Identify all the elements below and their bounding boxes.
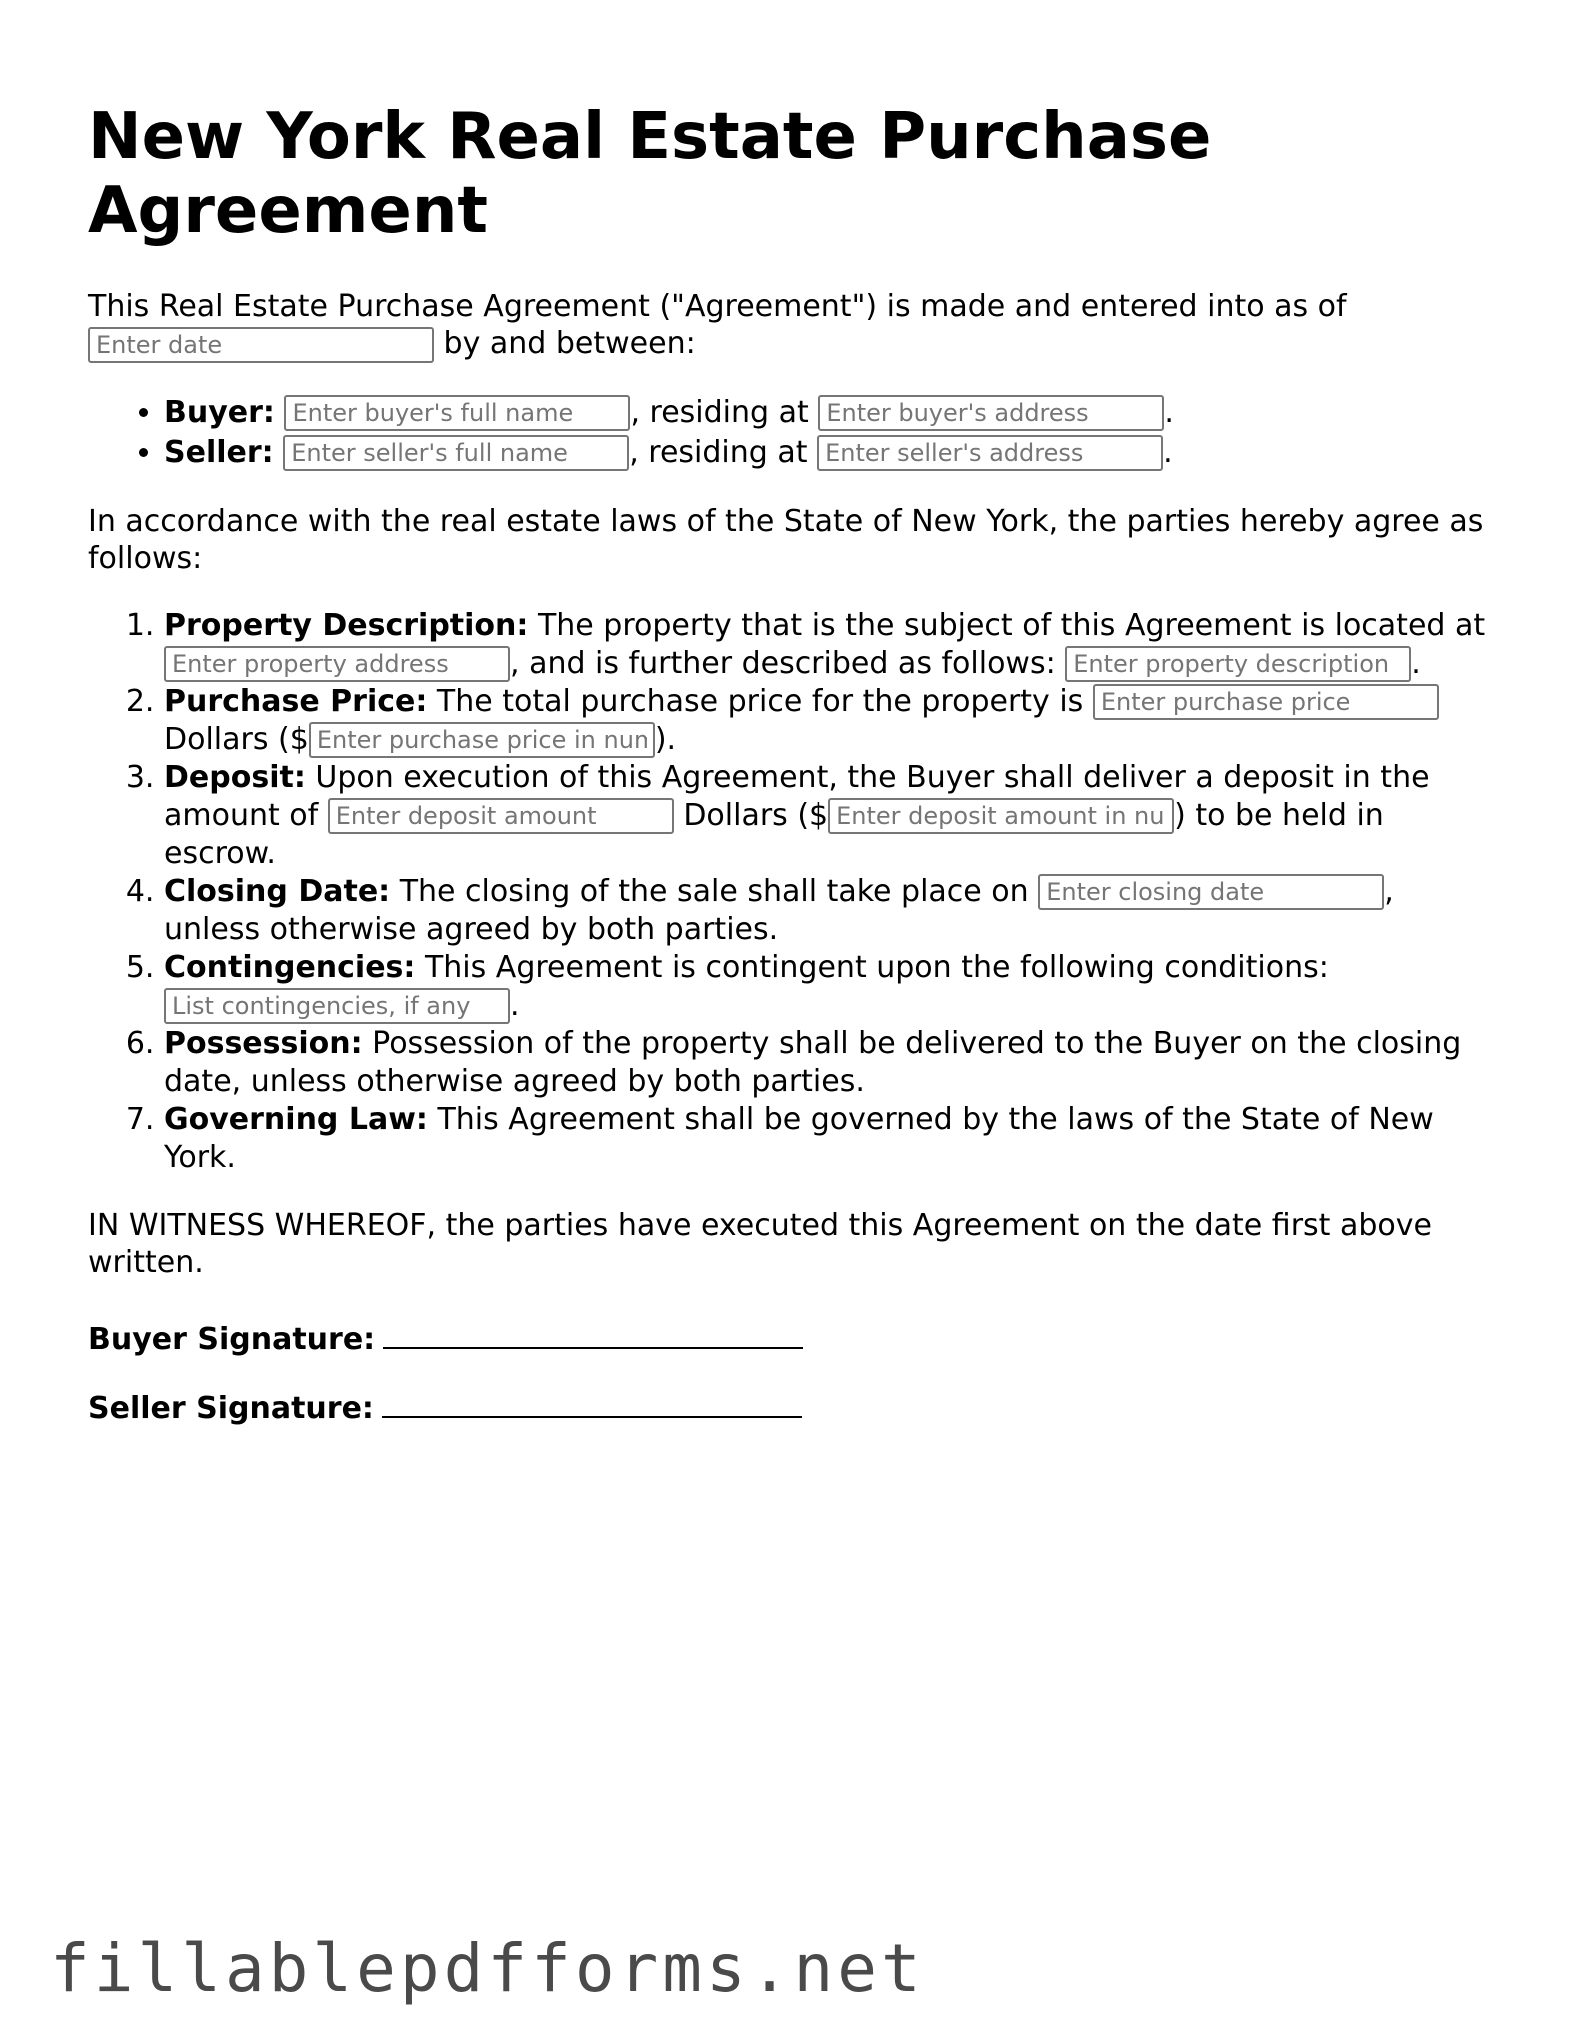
term-property-heading: Property Description:: [164, 607, 529, 643]
intro-paragraph: [88, 288, 1498, 363]
term-price-heading: Purchase Price:: [164, 683, 428, 719]
term-deposit-heading: Deposit:: [164, 759, 306, 795]
seller-label: Seller:: [164, 434, 274, 470]
term-closing-heading: Closing Date:: [164, 873, 391, 909]
term-property-text2: , and is further described as follows:: [510, 645, 1056, 681]
terms-list: [88, 607, 1498, 1177]
witness-paragraph: IN WITNESS WHEREOF, the parties have executed this Agreement on the date first above written.: [88, 1207, 1432, 1280]
buyer-signature-line[interactable]: [383, 1319, 803, 1349]
property-description-input[interactable]: [1065, 646, 1411, 682]
parties-list: [88, 393, 1498, 473]
seller-end: .: [1163, 434, 1173, 470]
agreement-date-input[interactable]: [88, 327, 434, 363]
buyer-address-input[interactable]: [818, 395, 1164, 431]
buyer-residing-text: , residing at: [630, 394, 809, 430]
term-contingencies-text: This Agreement is contingent upon the following conditions:: [424, 949, 1329, 985]
term-law-text: This Agreement shall be governed by the laws of the State of New York.: [164, 1101, 1434, 1175]
buyer-name-input[interactable]: [284, 395, 630, 431]
deposit-amount-number-input[interactable]: [828, 798, 1174, 834]
term-closing: [164, 873, 1498, 949]
term-governing-law: [164, 1101, 1498, 1177]
term-closing-text2: , unless otherwise agreed by both parties.: [164, 873, 1394, 947]
term-contingencies-heading: Contingencies:: [164, 949, 416, 985]
term-closing-text: The closing of the sale shall take place on: [399, 873, 1029, 909]
buyer-signature-label: Buyer Signature:: [88, 1321, 376, 1357]
term-possession-text: Possession of the property shall be delivered to the Buyer on the closing date, unless otherwise agreed by both parties.: [164, 1025, 1462, 1099]
term-price-text2: Dollars ($: [164, 721, 309, 757]
term-law-heading: Governing Law:: [164, 1101, 428, 1137]
contingencies-input[interactable]: [164, 988, 510, 1024]
buyer-label: Buyer:: [164, 394, 275, 430]
document-page: [88, 100, 1498, 1457]
term-possession: [164, 1025, 1498, 1101]
term-price-text: The total purchase price for the property is: [436, 683, 1084, 719]
term-contingencies-end: .: [510, 987, 520, 1023]
term-property-end: .: [1411, 645, 1421, 681]
seller-name-input[interactable]: [283, 435, 629, 471]
buyer-end: .: [1164, 394, 1174, 430]
seller-address-input[interactable]: [817, 435, 1163, 471]
property-address-input[interactable]: [164, 646, 510, 682]
closing-date-input[interactable]: [1038, 874, 1384, 910]
term-property: [164, 607, 1498, 683]
page-title: New York Real Estate Purchase Agreement: [88, 100, 1212, 248]
intro-text-after: by and between:: [443, 326, 696, 361]
seller-signature-line[interactable]: [382, 1388, 802, 1418]
buyer-signature-block: [88, 1319, 1498, 1358]
term-price-end: ).: [654, 721, 677, 757]
term-deposit: [164, 759, 1498, 873]
term-possession-heading: Possession:: [164, 1025, 363, 1061]
purchase-price-number-input[interactable]: [309, 722, 655, 758]
deposit-amount-input[interactable]: [328, 798, 674, 834]
agree-paragraph: In accordance with the real estate laws of the State of New York, the parties hereby agree as follows:: [88, 503, 1484, 576]
seller-signature-block: [88, 1388, 1498, 1427]
term-contingencies: [164, 949, 1498, 1025]
term-price: [164, 683, 1498, 759]
term-property-text: The property that is the subject of this Agreement is located at: [537, 607, 1486, 643]
buyer-item: [164, 393, 1498, 433]
seller-residing-text: , residing at: [629, 434, 808, 470]
seller-item: [164, 433, 1498, 473]
purchase-price-input[interactable]: [1093, 684, 1439, 720]
term-deposit-text: Upon execution of this Agreement, the Buyer shall deliver a deposit in the amount of: [164, 759, 1430, 833]
intro-text: This Real Estate Purchase Agreement ("Agreement") is made and entered into as of: [88, 289, 1347, 324]
term-deposit-text2: Dollars ($: [683, 797, 829, 833]
watermark: fillablepdfforms.net: [50, 1930, 925, 2007]
term-deposit-text3: ) to be held in escrow.: [164, 797, 1384, 871]
seller-signature-label: Seller Signature:: [88, 1390, 374, 1426]
